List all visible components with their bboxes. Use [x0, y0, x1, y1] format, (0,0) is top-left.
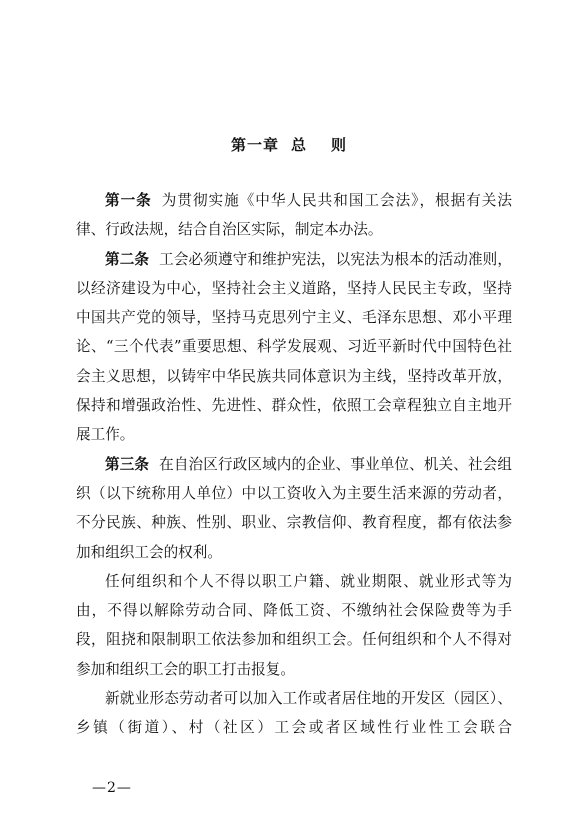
chapter-label: 第一章	[230, 136, 279, 154]
article-text: 在自治区行政区域内的企业、事业单位、机关、社会组织（以下统称用人单位）中以工资收入为主要生活来源的劳动者，不分民族、种族、性别、职业、宗教信仰、教育程度，都有依法参加和组织工会的权利。	[76, 455, 512, 561]
chapter-title-second-char: 则	[331, 136, 348, 154]
article-text: 为贯彻实施《中华人民共和国工会法》，根据有关法律、行政法规，结合自治区实际，制定本办法。	[76, 192, 512, 239]
page-number: —2—	[92, 780, 132, 796]
article-heading: 第一条	[105, 192, 152, 209]
article-paragraph-1	[76, 186, 512, 245]
article-heading: 第二条	[105, 250, 150, 268]
body-paragraph-4	[76, 567, 512, 684]
paragraph-text: 新就业形态劳动者可以加入工作或者居住地的开发区（园区）、乡镇（街道）、村（社区）工会或者区域性行业性工会联合	[76, 690, 512, 737]
body-paragraph-5	[76, 684, 512, 743]
article-heading: 第三条	[105, 455, 150, 473]
article-text: 工会必须遵守和维护宪法，以宪法为根本的活动准则，以经济建设为中心，坚持社会主义道路，坚持人民民主专政，坚持中国共产党的领导，坚持马克思列宁主义、毛泽东思想、邓小平理论、“三个代表”重要思想、科学发展观、习近平新时代中国特色社会主义思想，以铸牢中华民族共同体意识为主线，坚持改革开放，保持和增强政治性、先进性、群众性，依照工会章程独立自主地开展工作。	[76, 250, 512, 444]
chapter-title-first-char: 总	[290, 136, 307, 154]
document-body	[76, 186, 512, 743]
article-paragraph-3	[76, 450, 512, 567]
chapter-title	[0, 134, 578, 155]
article-paragraph-2	[76, 245, 512, 450]
paragraph-text: 任何组织和个人不得以职工户籍、就业期限、就业形式等为由，不得以解除劳动合同、降低工资、不缴纳社会保险费等为手段，阻挠和限制职工依法参加和组织工会。任何组织和个人不得对参加和组织工会的职工打击报复。	[76, 572, 512, 678]
